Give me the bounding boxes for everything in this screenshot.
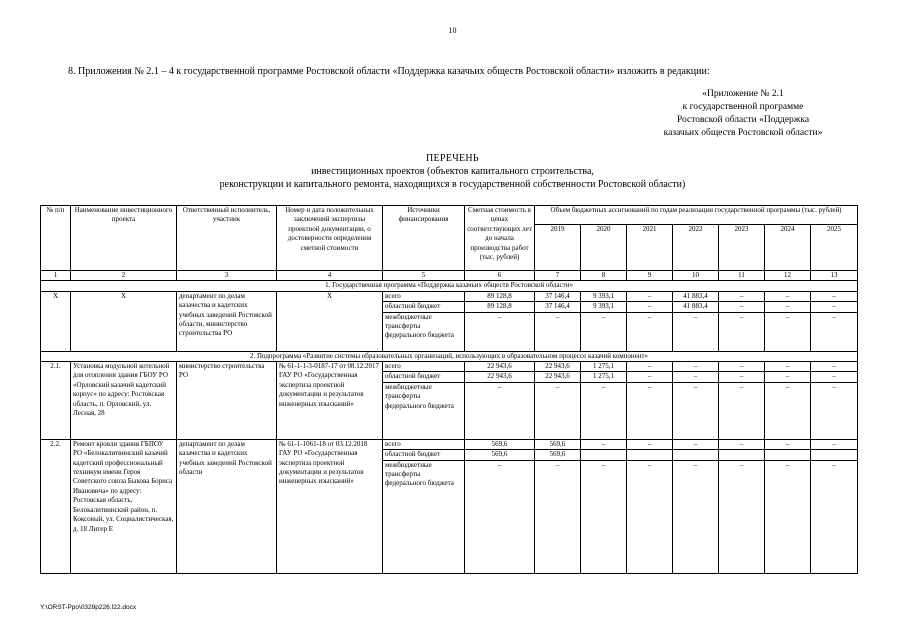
cell-value [673,450,719,460]
section-row [41,351,858,361]
cell-value: – [719,382,765,439]
header-row [41,206,858,225]
cell-value: – [535,312,581,351]
cell-cost: – [465,312,535,351]
cell-executor: департамент по делам казачества и кадетских учебных заведений Ростовской области, министерство строительства РО [177,291,277,351]
cell-name: Ремонт кровли здания ГБПОУ РО «Белокалитвинский казачий кадетский профессиональный техникум имени Героя Советского союза Быкова Бориса Ивановича» по адресу: Ростовская область, Белокалитвинский район, п. Коксовый, ул. Социалистическая, д. 18 Литер Е [71,439,177,573]
col-number: 1 [41,271,71,281]
cell-value: – [765,460,811,573]
table-row [41,439,858,449]
cell-value: – [765,372,811,382]
cell-source: межбюджетные трансферты федерального бюджета [383,382,465,439]
header-sources: Источники финансирования [383,206,465,271]
cell-value: 1 275,1 [581,362,627,372]
cell-value: – [581,312,627,351]
cell-value: – [765,312,811,351]
cell-name: Установка модульной котельной для отопления здания ГБОУ РО «Орловский казачий кадетский корпус» по адресу: Ростовская область, п. Орловский, ул. Лесная, 28 [71,362,177,440]
appendix-reference [623,88,863,140]
cell-source: всего [383,362,465,372]
cell-value: 9 393,1 [581,302,627,312]
col-number: 10 [673,271,719,281]
cell-num: 2.1. [41,362,71,440]
cell-value: 569,6 [535,450,581,460]
col-number: 9 [627,271,673,281]
cell-value [765,450,811,460]
header-year: 2020 [581,225,627,271]
col-number: 4 [277,271,383,281]
file-path-footer: Y:\ORST-Ppo\0328p226.f22.docx [40,604,137,611]
cell-num: 2.2. [41,439,71,573]
cell-value: – [673,382,719,439]
cell-expertise: № 61-1-1061-18 от 03.12.2018 ГАУ РО «Государственная экспертиза проектной документации и результатов инженерных изысканий» [277,439,383,573]
cell-value: – [811,291,858,301]
cell-value: – [811,372,858,382]
cell-source: областной бюджет [383,302,465,312]
header-year: 2024 [765,225,811,271]
col-number: 7 [535,271,581,281]
cell-value: 22 943,6 [535,362,581,372]
title-line-2: реконструкции и капитального ремонта, находящихся в государственной собственности Ростовской области) [219,179,686,190]
cell-name: Х [71,291,177,351]
col-number: 12 [765,271,811,281]
appendix-line-1: «Приложение № 2.1 [702,89,784,99]
column-numbers-row [41,271,858,281]
cell-value: 9 393,1 [581,291,627,301]
cell-value: – [673,460,719,573]
cell-value: – [581,460,627,573]
header-year: 2023 [719,225,765,271]
cell-cost: 89 128,8 [465,302,535,312]
appendix-line-3: Ростовской области «Поддержка [676,115,810,125]
cell-value [627,450,673,460]
header-year: 2019 [535,225,581,271]
section-row [41,281,858,291]
cell-value: – [627,312,673,351]
cell-source: областной бюджет [383,450,465,460]
cell-cost: 89 128,8 [465,291,535,301]
title-heading: ПЕРЕЧЕНЬ [426,153,479,164]
cell-value: – [719,460,765,573]
cell-value [581,450,627,460]
cell-value: 41 883,4 [673,291,719,301]
table-row [41,362,858,372]
cell-value: – [811,362,858,372]
cell-value: – [719,291,765,301]
cell-executor: департамент по делам казачества и кадетских учебных заведений Ростовской области [177,439,277,573]
col-number: 6 [465,271,535,281]
header-num: № п/п [41,206,71,271]
header-executor: Ответственный исполнитель, участник [177,206,277,271]
header-name: Наименование инвестиционного проекта [71,206,177,271]
header-year: 2022 [673,225,719,271]
cell-value: – [673,372,719,382]
cell-value: – [765,439,811,449]
cell-cost: – [465,460,535,573]
cell-expertise: № 61-1-1-3-0187-17 от 08.12.2017 ГАУ РО «Государственная экспертиза проектной документации и результатов инженерных изысканий» [277,362,383,440]
cell-value [811,450,858,460]
cell-executor: министерство строительства РО [177,362,277,440]
cell-value: – [627,382,673,439]
cell-cost: 569,6 [465,439,535,449]
title-line-1: инвестиционных проектов (объектов капитального строительства, [311,166,594,177]
cell-cost: 22 943,6 [465,372,535,382]
cell-source: областной бюджет [383,372,465,382]
cell-source: межбюджетные трансферты федерального бюджета [383,460,465,573]
cell-source: межбюджетные трансферты федерального бюджета [383,312,465,351]
cell-value: – [581,382,627,439]
cell-value: – [765,362,811,372]
table-row [41,291,858,301]
cell-value: – [673,312,719,351]
cell-value: – [627,291,673,301]
cell-value: – [765,291,811,301]
cell-value: – [627,302,673,312]
cell-value: – [719,362,765,372]
cell-source: всего [383,439,465,449]
cell-value: – [765,302,811,312]
cell-value: – [627,439,673,449]
cell-value: – [673,439,719,449]
page-number: 10 [448,26,457,35]
cell-value: – [535,382,581,439]
cell-value: – [811,382,858,439]
cell-value: 22 943,6 [535,372,581,382]
cell-value: – [535,460,581,573]
col-number: 3 [177,271,277,281]
cell-num: Х [41,291,71,351]
col-number: 2 [71,271,177,281]
investment-projects-table [40,205,858,574]
cell-value: – [811,460,858,573]
cell-value [719,450,765,460]
header-expertise: Номер и дата положительных заключений экспертизы проектной документации, о достоверности определения сметной стоимости [277,206,383,271]
col-number: 5 [383,271,465,281]
cell-cost: 22 943,6 [465,362,535,372]
cell-value: 1 275,1 [581,372,627,382]
cell-value: – [811,312,858,351]
cell-cost: 569,6 [465,450,535,460]
document-title [0,152,905,191]
appendix-line-4: казачьих обществ Ростовской области» [663,128,823,138]
cell-cost: – [465,382,535,439]
section-1-title: 1. Государственная программа «Поддержка казачьих обществ Ростовской области» [41,281,858,291]
cell-value: – [811,439,858,449]
cell-expertise: Х [277,291,383,351]
cell-value: – [627,460,673,573]
cell-value: – [627,372,673,382]
col-number: 8 [581,271,627,281]
section-2-title: 2. Подпрограмма «Развитие системы образовательных организаций, использующих в образовательном процессе казачий компонент» [41,351,858,361]
cell-value: – [719,439,765,449]
cell-value: 37 146,4 [535,291,581,301]
col-number: 11 [719,271,765,281]
cell-value: – [719,312,765,351]
appendix-line-2: к государственной программе [682,102,804,112]
cell-value: – [719,372,765,382]
col-number: 13 [811,271,858,281]
intro-text: 8. Приложения № 2.1 – 4 к государственной программе Ростовской области «Поддержка казачьих обществ Ростовской области» изложить в редакции: [68,66,710,77]
header-cost: Сметная стоимость в ценах соответствующих лет до начала производства работ (тыс. рублей) [465,206,535,271]
cell-value: – [581,439,627,449]
header-year: 2025 [811,225,858,271]
cell-source: всего [383,291,465,301]
header-year: 2021 [627,225,673,271]
cell-value: – [811,302,858,312]
cell-value: 37 146,4 [535,302,581,312]
cell-value: 569,6 [535,439,581,449]
cell-value: – [765,382,811,439]
cell-value: – [673,362,719,372]
header-volume: Объем бюджетных ассигнований по годам реализации государственной программы (тыс. рублей) [535,206,858,225]
cell-value: – [719,302,765,312]
cell-value: 41 883,4 [673,302,719,312]
cell-value: – [627,362,673,372]
